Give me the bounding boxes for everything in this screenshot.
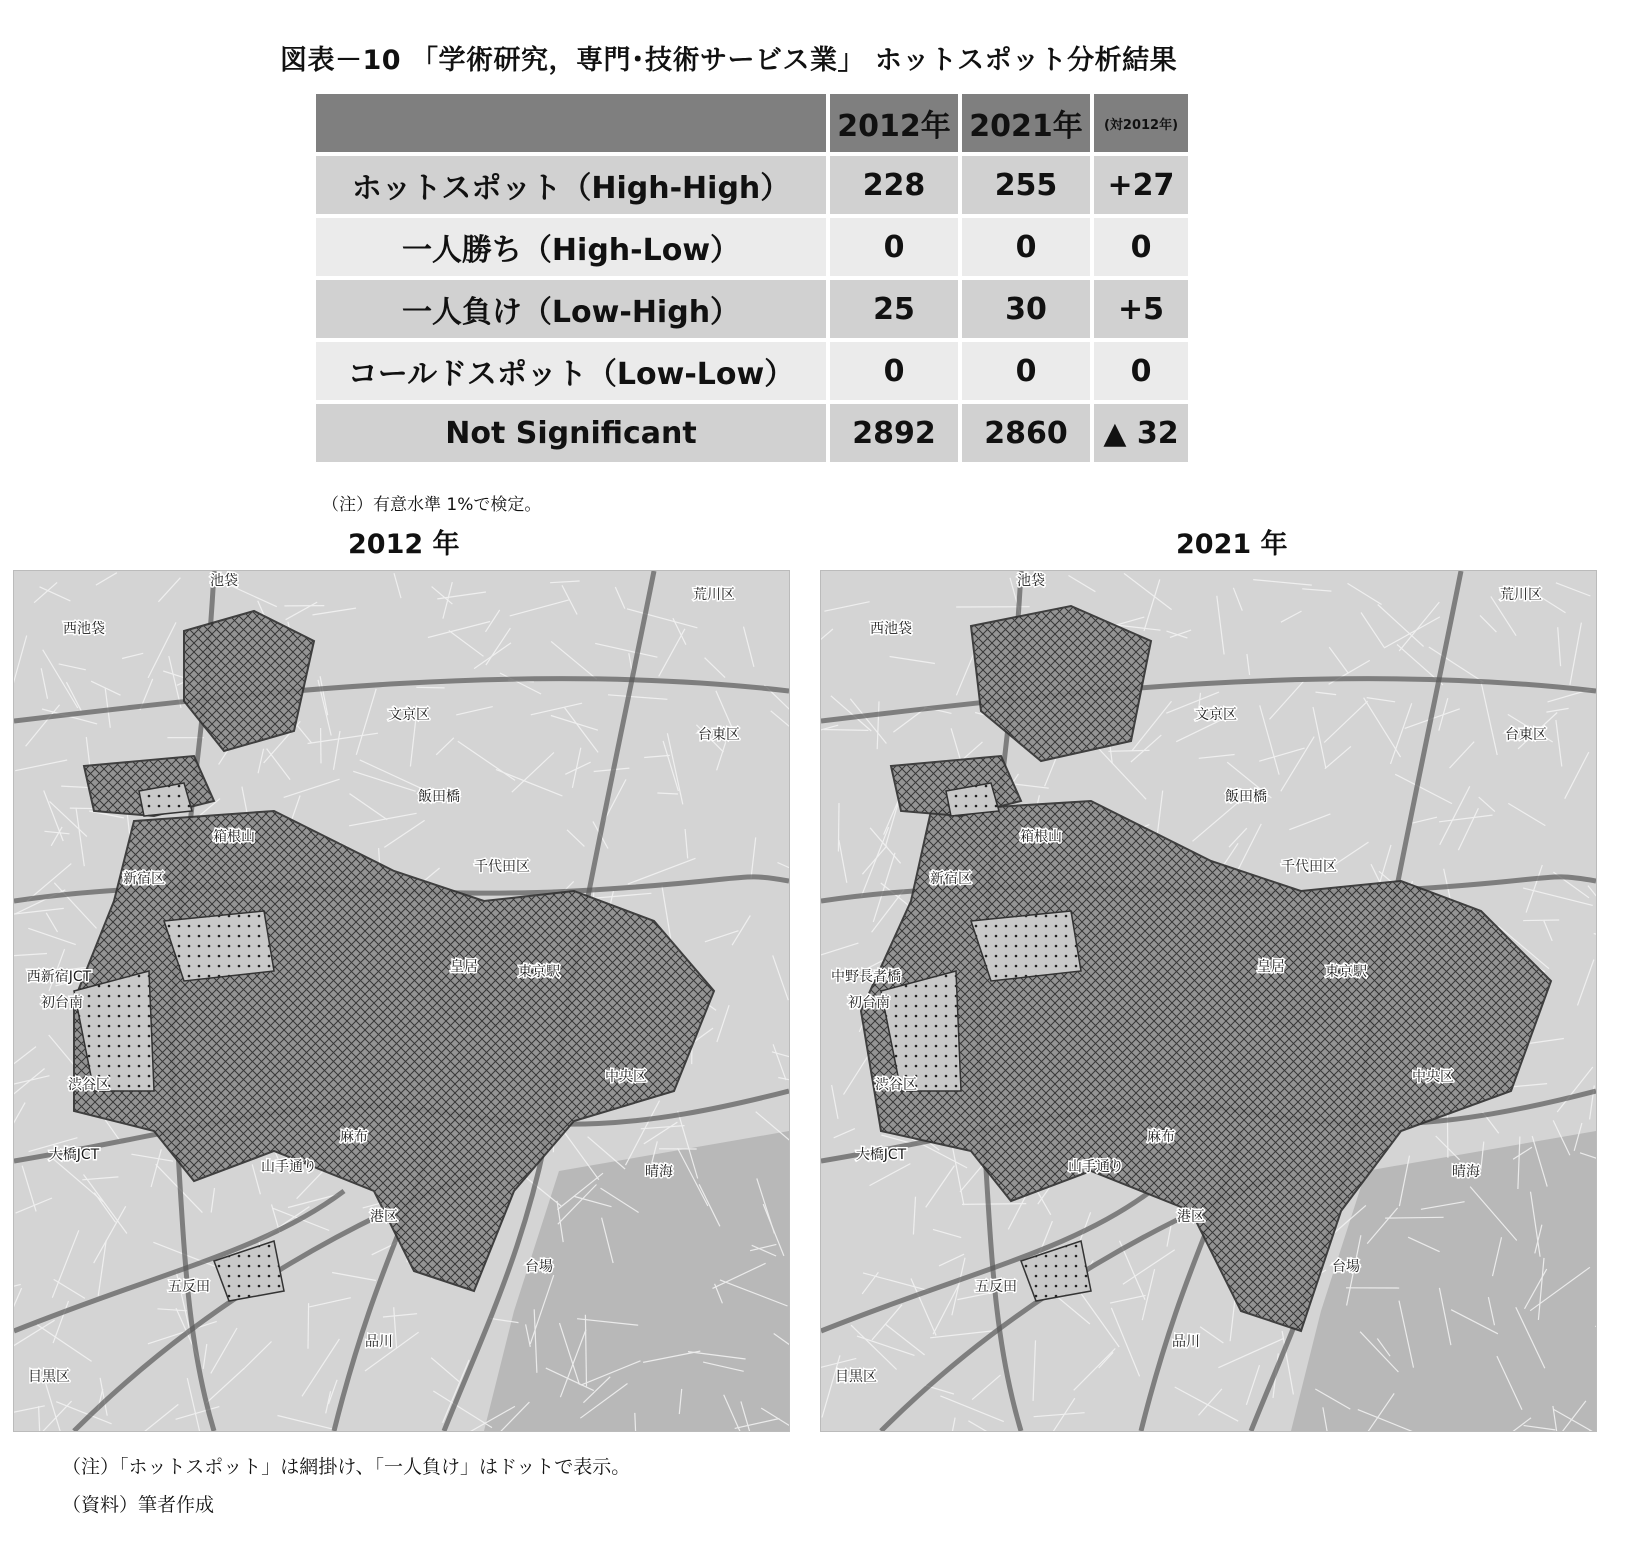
place-label: 晴海 (1452, 1164, 1480, 1180)
value-diff: 0 (1094, 218, 1188, 276)
place-label: 渋谷区 (875, 1077, 917, 1093)
header-2021: 2021年 (962, 94, 1090, 152)
value-2012: 0 (830, 342, 958, 400)
table-row (316, 404, 1188, 462)
place-label: 目黒区 (28, 1369, 70, 1385)
value-diff: ▲ 32 (1094, 404, 1188, 462)
place-label: 晴海 (645, 1164, 673, 1180)
place-label: 港区 (1177, 1209, 1205, 1225)
table-note: （注）有意水準 1%で検定。 (322, 495, 542, 515)
place-label: 大橋JCT (48, 1147, 100, 1163)
value-diff: +5 (1094, 280, 1188, 338)
row-label: コールドスポット（Low-Low） (316, 342, 826, 400)
place-label: 初台南 (41, 995, 83, 1011)
value-2021: 2860 (962, 404, 1090, 462)
place-label: 東京駅 (1325, 964, 1367, 980)
row-label: 一人勝ち（High-Low） (316, 218, 826, 276)
row-label: ホットスポット（High-High） (316, 156, 826, 214)
place-label: 飯田橋 (418, 789, 460, 805)
table-row (316, 342, 1188, 400)
value-diff: 0 (1094, 342, 1188, 400)
place-label: 東京駅 (518, 964, 560, 980)
place-label: 中央区 (1412, 1069, 1454, 1085)
table-row (316, 156, 1188, 214)
hotspot-summary-table (312, 90, 1192, 466)
value-2021: 30 (962, 280, 1090, 338)
header-diff: (対2012年) (1094, 94, 1188, 152)
place-label: 文京区 (1195, 707, 1237, 723)
value-2021: 0 (962, 218, 1090, 276)
source-note: （資料）筆者作成 (62, 1494, 215, 1516)
place-label: 箱根山 (1020, 829, 1062, 845)
value-2012: 228 (830, 156, 958, 214)
value-diff: +27 (1094, 156, 1188, 214)
place-label: 山手通り (1068, 1159, 1124, 1175)
place-label: 五反田 (168, 1279, 210, 1295)
value-2021: 255 (962, 156, 1090, 214)
place-label: 大橋JCT (855, 1147, 907, 1163)
value-2012: 25 (830, 280, 958, 338)
place-label: 箱根山 (213, 829, 255, 845)
place-label: 新宿区 (123, 871, 165, 887)
value-2012: 2892 (830, 404, 958, 462)
table-header-row (316, 94, 1188, 152)
place-label: 荒川区 (693, 587, 735, 603)
value-2012: 0 (830, 218, 958, 276)
map-2021 (820, 570, 1597, 1432)
place-label: 台場 (1332, 1259, 1360, 1275)
place-label: 台東区 (698, 727, 740, 743)
place-label: 西池袋 (870, 621, 912, 637)
place-label: 麻布 (1147, 1129, 1175, 1145)
place-label: 中央区 (605, 1069, 647, 1085)
place-label: 渋谷区 (68, 1077, 110, 1093)
place-label: 千代田区 (1281, 859, 1337, 875)
place-label: 皇居 (1257, 959, 1285, 975)
map-label-2021: 2021 年 (1176, 529, 1288, 560)
place-label: 西池袋 (63, 621, 105, 637)
header-blank-cell (316, 94, 826, 152)
place-label: 初台南 (848, 995, 890, 1011)
place-label: 池袋 (1017, 573, 1045, 589)
place-label: 皇居 (450, 959, 478, 975)
place-label: 台東区 (1505, 727, 1547, 743)
place-label: 西新宿JCT (26, 969, 92, 985)
place-label: 池袋 (210, 573, 238, 589)
place-label: 新宿区 (930, 871, 972, 887)
place-label: 品川 (365, 1334, 393, 1350)
place-label: 荒川区 (1500, 587, 1542, 603)
place-label: 目黒区 (835, 1369, 877, 1385)
header-2012: 2012年 (830, 94, 958, 152)
place-label: 千代田区 (474, 859, 530, 875)
map-footnote: （注）「ホットスポット」は網掛け、「一人負け」はドットで表示。 (62, 1456, 631, 1478)
place-label: 文京区 (388, 707, 430, 723)
table-row (316, 218, 1188, 276)
row-label: 一人負け（Low-High） (316, 280, 826, 338)
place-label: 麻布 (340, 1129, 368, 1145)
place-label: 飯田橋 (1225, 789, 1267, 805)
place-label: 港区 (370, 1209, 398, 1225)
place-label: 山手通り (261, 1159, 317, 1175)
place-label: 中野長者橋 (831, 969, 901, 985)
place-label: 台場 (525, 1259, 553, 1275)
row-label: Not Significant (316, 404, 826, 462)
place-label: 五反田 (975, 1279, 1017, 1295)
figure-title: 図表－10 「学術研究，専門･技術サービス業」 ホットスポット分析結果 (280, 45, 1178, 76)
value-2021: 0 (962, 342, 1090, 400)
table-row (316, 280, 1188, 338)
map-label-2012: 2012 年 (348, 529, 460, 560)
map-2012 (13, 570, 790, 1432)
place-label: 品川 (1172, 1334, 1200, 1350)
